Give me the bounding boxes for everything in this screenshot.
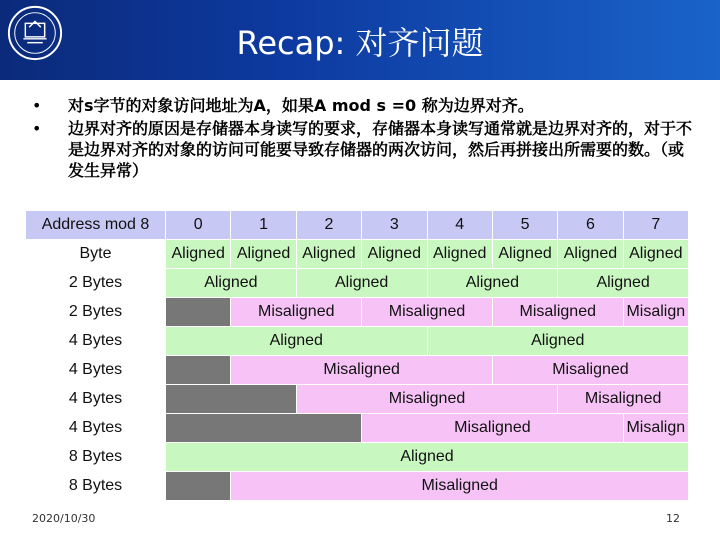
- misaligned-cell: Misalign: [623, 298, 688, 327]
- bullet-text: 对s字节的对象访问地址为A，如果A mod s =0 称为边界对齐。: [68, 96, 534, 115]
- misaligned-cell: Misalign: [623, 414, 688, 443]
- aligned-cell: Aligned: [296, 269, 427, 298]
- unused-cell: [166, 356, 231, 385]
- slide-header: [0, 0, 720, 80]
- column-header-cell: 6: [558, 211, 623, 240]
- row-label-cell: 2 Bytes: [26, 298, 166, 327]
- table-row: [26, 385, 689, 414]
- row-label-cell: 4 Bytes: [26, 356, 166, 385]
- aligned-cell: Aligned: [166, 443, 689, 472]
- column-header-cell: 1: [231, 211, 296, 240]
- footer-date: 2020/10/30: [32, 512, 96, 525]
- page-number: 12: [666, 512, 680, 525]
- bullet-text: 边界对齐的原因是存储器本身读写的要求，存储器本身读写通常就是边界对齐的，对于不是边界对齐的对象的访问可能要导致存储器的两次访问，然后再拼接出所需要的数。（或发生异常）: [68, 119, 693, 180]
- misaligned-cell: Misaligned: [362, 414, 624, 443]
- table-row: [26, 472, 689, 501]
- row-label-cell: 4 Bytes: [26, 414, 166, 443]
- column-header-cell: 7: [623, 211, 688, 240]
- misaligned-cell: Misaligned: [296, 385, 558, 414]
- aligned-cell: Aligned: [166, 327, 428, 356]
- bullet-list: [24, 95, 694, 183]
- aligned-cell: Aligned: [427, 327, 689, 356]
- misaligned-cell: Misaligned: [231, 298, 362, 327]
- row-label-cell: 8 Bytes: [26, 443, 166, 472]
- table-row: [26, 356, 689, 385]
- aligned-cell: Aligned: [166, 240, 231, 269]
- aligned-cell: Aligned: [558, 269, 689, 298]
- aligned-cell: Aligned: [492, 240, 557, 269]
- column-header-cell: 3: [362, 211, 427, 240]
- bullet-marker: •: [32, 119, 42, 138]
- row-label-cell: 2 Bytes: [26, 269, 166, 298]
- row-label-cell: Byte: [26, 240, 166, 269]
- column-header-cell: 4: [427, 211, 492, 240]
- table-row: [26, 298, 689, 327]
- table-row: [26, 269, 689, 298]
- table-row: [26, 327, 689, 356]
- misaligned-cell: Misaligned: [558, 385, 689, 414]
- aligned-cell: Aligned: [362, 240, 427, 269]
- unused-cell: [166, 298, 231, 327]
- row-label-cell: 4 Bytes: [26, 385, 166, 414]
- bullet-item: [24, 118, 694, 181]
- alignment-table: [25, 210, 689, 501]
- aligned-cell: Aligned: [231, 240, 296, 269]
- table-header-row: [26, 211, 689, 240]
- misaligned-cell: Misaligned: [492, 298, 623, 327]
- misaligned-cell: Misaligned: [231, 472, 689, 501]
- slide-title: Recap: 对齐问题: [236, 24, 484, 62]
- row-label-cell: 4 Bytes: [26, 327, 166, 356]
- aligned-cell: Aligned: [427, 240, 492, 269]
- misaligned-cell: Misaligned: [492, 356, 688, 385]
- aligned-cell: Aligned: [623, 240, 688, 269]
- bullet-item: [24, 95, 694, 116]
- aligned-cell: Aligned: [427, 269, 558, 298]
- unused-cell: [166, 385, 297, 414]
- aligned-cell: Aligned: [166, 269, 297, 298]
- aligned-cell: Aligned: [296, 240, 361, 269]
- unused-cell: [166, 472, 231, 501]
- misaligned-cell: Misaligned: [362, 298, 493, 327]
- column-header-cell: 2: [296, 211, 361, 240]
- row-label-cell: 8 Bytes: [26, 472, 166, 501]
- bullet-marker: •: [32, 96, 42, 115]
- column-header-cell: 0: [166, 211, 231, 240]
- column-header-cell: 5: [492, 211, 557, 240]
- table-row: [26, 414, 689, 443]
- aligned-cell: Aligned: [558, 240, 623, 269]
- table-row: [26, 240, 689, 269]
- header-label-cell: Address mod 8: [26, 211, 166, 240]
- misaligned-cell: Misaligned: [231, 356, 493, 385]
- unused-cell: [166, 414, 362, 443]
- table-row: [26, 443, 689, 472]
